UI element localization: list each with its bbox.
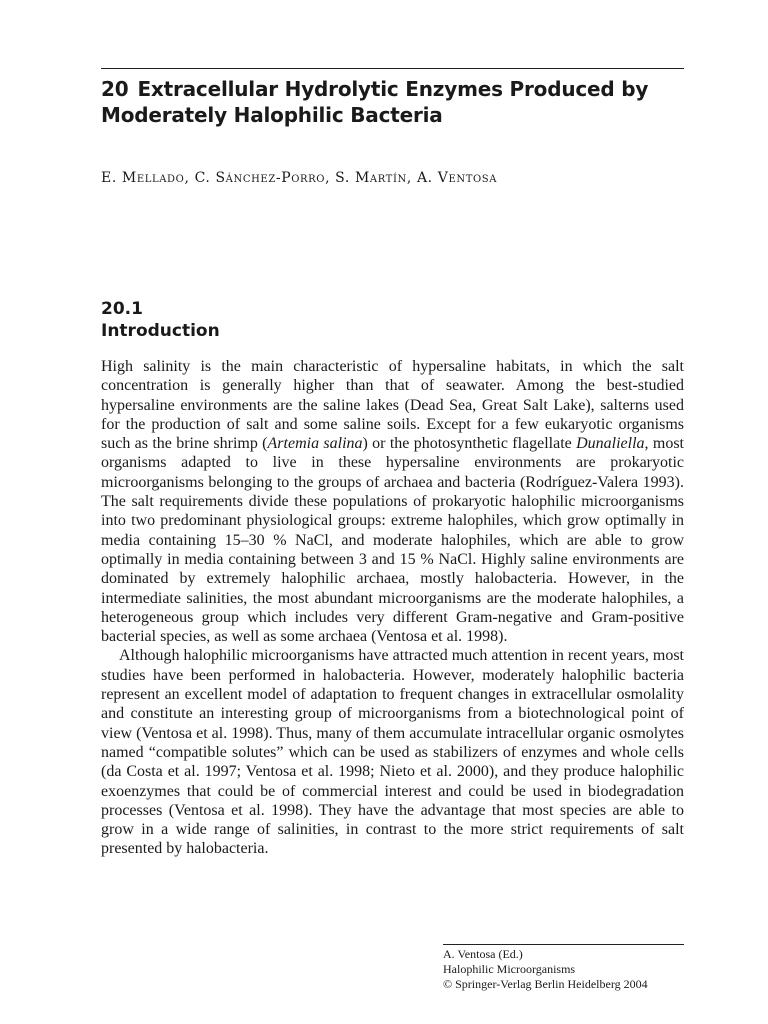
- section-title: Introduction: [101, 321, 220, 341]
- publication-footnote: [443, 947, 693, 992]
- section-number: 20.1: [101, 299, 143, 319]
- paragraph: Although halophilic microorganisms have attracted much attention in recent years, most studies have been performed in halobacteria. However, moderately halophilic bacteria represent an excellent model of adaptation to frequent changes in extracellular osmolality and constitute an interesting group of microorganisms from a biotechnological point of view (Ventosa et al. 1998). Thus, many of them accumulate intracellular organic osmolytes named “compatible solutes” which can be used as stabilizers of enzymes and whole cells (da Costa et al. 1997; Ventosa et al. 1998; Nieto et al. 2000), and they produce halophilic exoenzymes that could be of commercial interest and could be used in biodegradation processes (Ventosa et al. 1998). They have the advantage that most species are able to grow in a wide range of salinities, in contrast to the more strict requirements of salt presented by halobacteria.: [101, 647, 684, 858]
- top-rule: [101, 68, 684, 69]
- footnote-book-title: Halophilic Microorganisms: [443, 962, 576, 976]
- chapter-title-text: Extracellular Hydrolytic Enzymes Produced by Moderately Halophilic Bacteria: [101, 77, 649, 127]
- footnote-editor: A. Ventosa (Ed.): [443, 947, 523, 961]
- chapter-title: [101, 76, 691, 128]
- body-text: [101, 357, 684, 859]
- chapter-number: 20: [101, 77, 129, 101]
- footnote-copyright: © Springer-Verlag Berlin Heidelberg 2004: [443, 977, 648, 991]
- footnote-rule: [443, 944, 684, 945]
- author-list: E. Mellado, C. Sánchez-Porro, S. Martín, A. Ventosa: [101, 170, 498, 186]
- section-heading: [101, 298, 220, 342]
- paragraph: High salinity is the main characteristic of hypersaline habitats, in which the salt concentration is generally higher than that of seawater. Among the best-studied hypersaline environments are the saline lakes (Dead Sea, Great Salt Lake), salterns used for the production of salt and some saline soils. Except for a few eukaryotic organisms such as the brine shrimp (Artemia salina) or the photosynthetic flagellate Dunaliella, most organisms adapted to live in these hypersaline environments are prokaryotic microorganisms belonging to the groups of archaea and bacteria (Rodríguez-Valera 1993). The salt requirements divide these populations of prokaryotic halophilic microorganisms into two predominant physiological groups: extreme halophiles, which grow optimally in media containing 15–30 % NaCl, and moderate halophiles, which are able to grow optimally in media containing between 3 and 15 % NaCl. Highly saline environments are dominated by extremely halophilic archaea, mostly halobacteria. However, in the intermediate salinities, the most abundant microorganisms are the moderate halophiles, a heterogeneous group which includes very different Gram-negative and Gram-positive bacterial species, as well as some archaea (Ventosa et al. 1998).: [101, 358, 684, 646]
